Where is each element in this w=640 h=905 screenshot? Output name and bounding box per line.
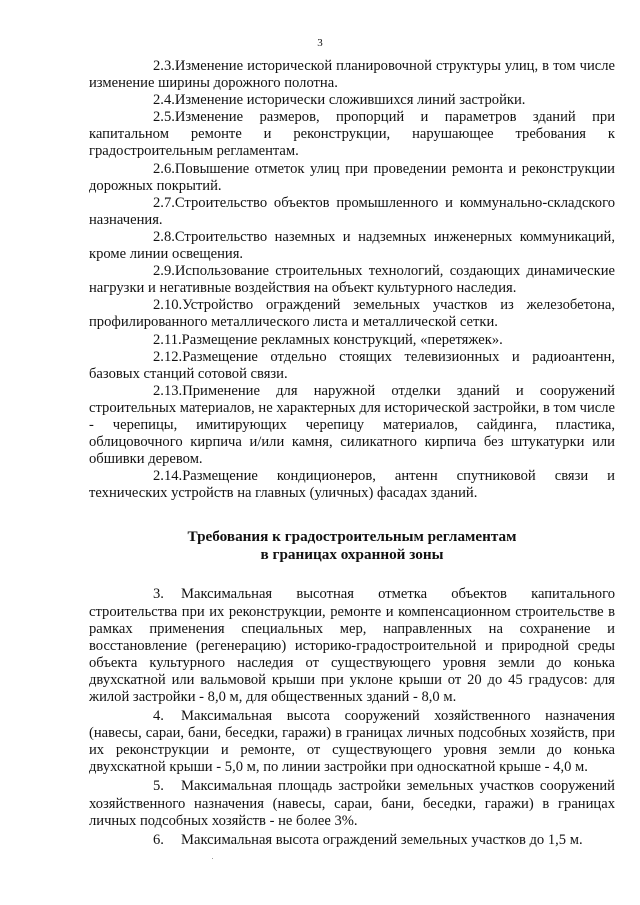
list-item: 2.4.Изменение исторически сложившихся линий застройки. — [153, 92, 526, 109]
list-item: 2.9.Использование строительных технологий, создающих динамические нагрузки и негативные воздействия на объект культурного наследия. — [89, 263, 615, 297]
list-item: 2.13.Применение для наружной отделки зданий и сооружений строительных материалов, не характерных для исторической застройки, в том числе - черепицы, имитирующих черепицу материалов, сайдинга, пластика, облицовочного кирпича и/или камня, силикатного кирпича без штукатурки или обшивки деревом. — [89, 382, 615, 468]
scan-speck — [212, 858, 213, 859]
list-item: 2.6.Повышение отметок улиц при проведении ремонта и реконструкции дорожных покрытий. — [89, 160, 615, 194]
list-item: 2.7.Строительство объектов промышленного и коммунально-складского назначения. — [89, 194, 615, 228]
section-heading-line1: Требования к градостроительным регламентам — [187, 528, 517, 546]
list-item: 2.5.Изменение размеров, пропорций и параметров зданий при капитальном ремонте и реконструкции, нарушающее требования к градостроительным регламентам. — [89, 109, 615, 160]
restrictions-list — [89, 58, 615, 502]
list-item: 6. Максимальная высота ограждений земельных участков до 1,5 м. — [153, 831, 583, 848]
list-item: 5. Максимальная площадь застройки земельных участков сооружений хозяйственного назначения (навесы, сараи, бани, беседки, гаражи) в границах личных подсобных хозяйств - не более 3%. — [89, 778, 615, 829]
list-item: 2.12.Размещение отдельно стоящих телевизионных и радиоантенн, базовых станций сотовой связи. — [89, 348, 615, 382]
document-body — [89, 58, 615, 851]
page-number: 3 — [317, 37, 323, 49]
list-item: 2.10.Устройство ограждений земельных участков из железобетона, профилированного металлического листа и металлической сетки. — [89, 297, 615, 331]
list-item: 3. Максимальная высотная отметка объектов капитального строительства при их реконструкции, ремонте и компенсационном строительстве в рамках применения специальных мер, направленных на сохранение и восстановление (регенерацию) историко-градостроительной и природной среды объекта культурного наследия от существующего уровня земли до конька двухскатной или вальмовой крыши при уклоне крыши от 20 до 45 градусов: для жилой застройки - 8,0 м, для общественных зданий - 8,0 м. — [89, 586, 615, 705]
requirements-list — [89, 586, 615, 848]
list-item: 4. Максимальная высота сооружений хозяйственного назначения (навесы, сараи, бани, беседки, гаражи) в границах личных подсобных хозяйств, при их реконструкции и ремонте, от существующего уровня земли до конька двухскатной крыши - 5,0 м, по линии застройки при односкатной крыше - 4,0 м. — [89, 708, 615, 776]
list-item: 2.14.Размещение кондиционеров, антенн спутниковой связи и технических устройств на главных (уличных) фасадах зданий. — [89, 468, 615, 502]
list-item: 2.3.Изменение исторической планировочной структуры улиц, в том числе изменение ширины дорожного полотна. — [89, 58, 615, 92]
section-heading — [89, 528, 615, 564]
list-item: 2.8.Строительство наземных и надземных инженерных коммуникаций, кроме линии освещения. — [89, 228, 615, 263]
list-item: 2.11.Размещение рекламных конструкций, «перетяжек». — [153, 331, 503, 348]
section-heading-line2: в границах охранной зоны — [260, 546, 444, 564]
